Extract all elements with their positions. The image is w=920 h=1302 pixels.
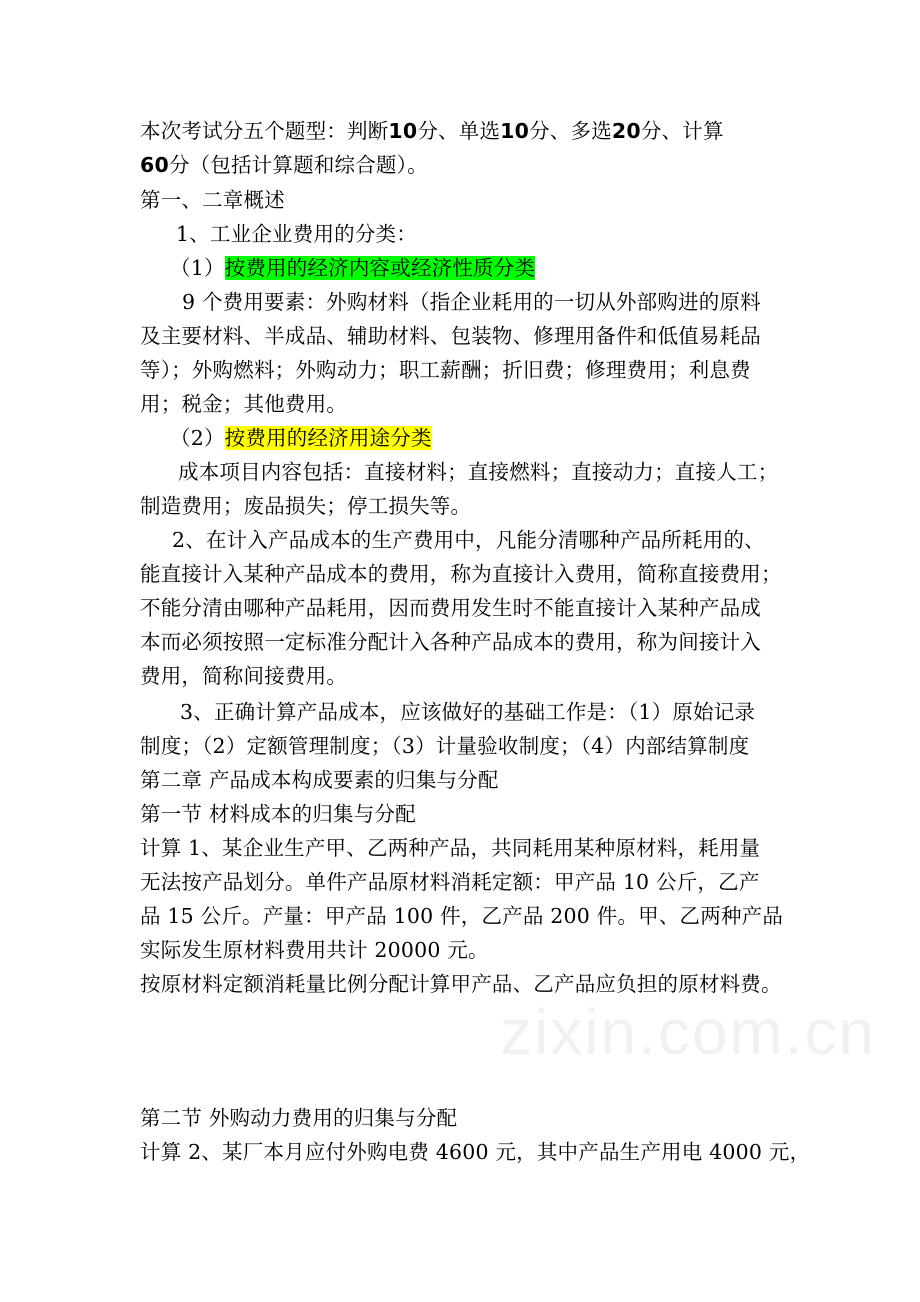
watermark: zixin.com.cn bbox=[500, 996, 877, 1068]
para-3-line: 2、在计入产品成本的生产费用中，凡能分清哪种产品所耗用的、 bbox=[172, 528, 765, 552]
intro-line-2 bbox=[140, 151, 428, 179]
subheading-prefix: （1） bbox=[170, 256, 225, 280]
score-calc: 60 bbox=[140, 153, 169, 177]
section-2-title: 第二节 外购动力费用的归集与分配 bbox=[140, 1106, 458, 1130]
para-2-line: 制造费用；废品损失；停工损失等。 bbox=[140, 494, 472, 518]
para-3-line: 能直接计入某种产品成本的费用，称为直接计入费用，简称直接费用； bbox=[140, 562, 782, 586]
item-1: 1、工业企业费用的分类： bbox=[176, 222, 417, 246]
para-3-line: 本而必须按照一定标准分配计入各种产品成本的费用，称为间接计入 bbox=[140, 630, 761, 654]
calc-1-line: 实际发生原材料费用共计 20000 元。 bbox=[140, 938, 489, 962]
calc-1-line: 无法按产品划分。单件产品原材料消耗定额：甲产品 10 公斤，乙产 bbox=[140, 870, 760, 894]
section-1-title: 第一节 材料成本的归集与分配 bbox=[140, 802, 416, 826]
para-2-line: 成本项目内容包括：直接材料；直接燃料；直接动力；直接人工； bbox=[178, 460, 779, 484]
intro-text: 分、单选 bbox=[417, 119, 501, 143]
para-1-line: 用；税金；其他费用。 bbox=[140, 392, 347, 416]
para-1-line: 9 个费用要素：外购材料（指企业耗用的一切从外部购进的原料 bbox=[182, 290, 761, 314]
para-1-line: 等）；外购燃料；外购动力；职工薪酬；折旧费；修理费用；利息费 bbox=[140, 358, 751, 382]
score-judge: 10 bbox=[388, 119, 418, 143]
intro-text: 分、计算 bbox=[640, 119, 724, 143]
para-4-line: 制度；（2）定额管理制度；（3）计量验收制度；（4）内部结算制度 bbox=[140, 734, 750, 758]
chapter-1-title: 第一、二章概述 bbox=[140, 188, 285, 212]
para-3-line: 不能分清由哪种产品耗用，因而费用发生时不能直接计入某种产品成 bbox=[140, 596, 761, 620]
intro-text: 本次考试分五个题型：判断 bbox=[140, 119, 389, 143]
intro-text: 分（包括计算题和综合题）。 bbox=[168, 153, 428, 177]
intro-line-1 bbox=[140, 117, 724, 145]
calc-1-line: 计算 1、某企业生产甲、乙两种产品，共同耗用某种原材料，耗用量 bbox=[140, 836, 761, 860]
calc-2-line: 计算 2、某厂本月应付外购电费 4600 元，其中产品生产用电 4000 元， bbox=[140, 1140, 811, 1164]
intro-text: 分、多选 bbox=[529, 119, 612, 143]
para-3-line: 费用，简称间接费用。 bbox=[140, 664, 347, 688]
score-multi: 20 bbox=[611, 119, 641, 143]
calc-1-line: 品 15 公斤。产量：甲产品 100 件，乙产品 200 件。甲、乙两种产品 bbox=[140, 904, 784, 928]
chapter-2-title: 第二章 产品成本构成要素的归集与分配 bbox=[140, 768, 499, 792]
calc-1-line: 按原材料定额消耗量比例分配计算甲产品、乙产品应负担的原材料费。 bbox=[140, 972, 782, 996]
subheading-2 bbox=[170, 424, 432, 452]
subheading-1 bbox=[170, 254, 535, 282]
score-single: 10 bbox=[500, 119, 530, 143]
highlight-green: 按费用的经济内容或经济性质分类 bbox=[224, 256, 536, 280]
para-1-line: 及主要材料、半成品、辅助材料、包装物、修理用备件和低值易耗品 bbox=[140, 324, 761, 348]
subheading-prefix: （2） bbox=[170, 426, 225, 450]
highlight-yellow: 按费用的经济用途分类 bbox=[224, 426, 432, 450]
para-4-line: 3、正确计算产品成本，应该做好的基础工作是：（1）原始记录 bbox=[180, 700, 756, 724]
